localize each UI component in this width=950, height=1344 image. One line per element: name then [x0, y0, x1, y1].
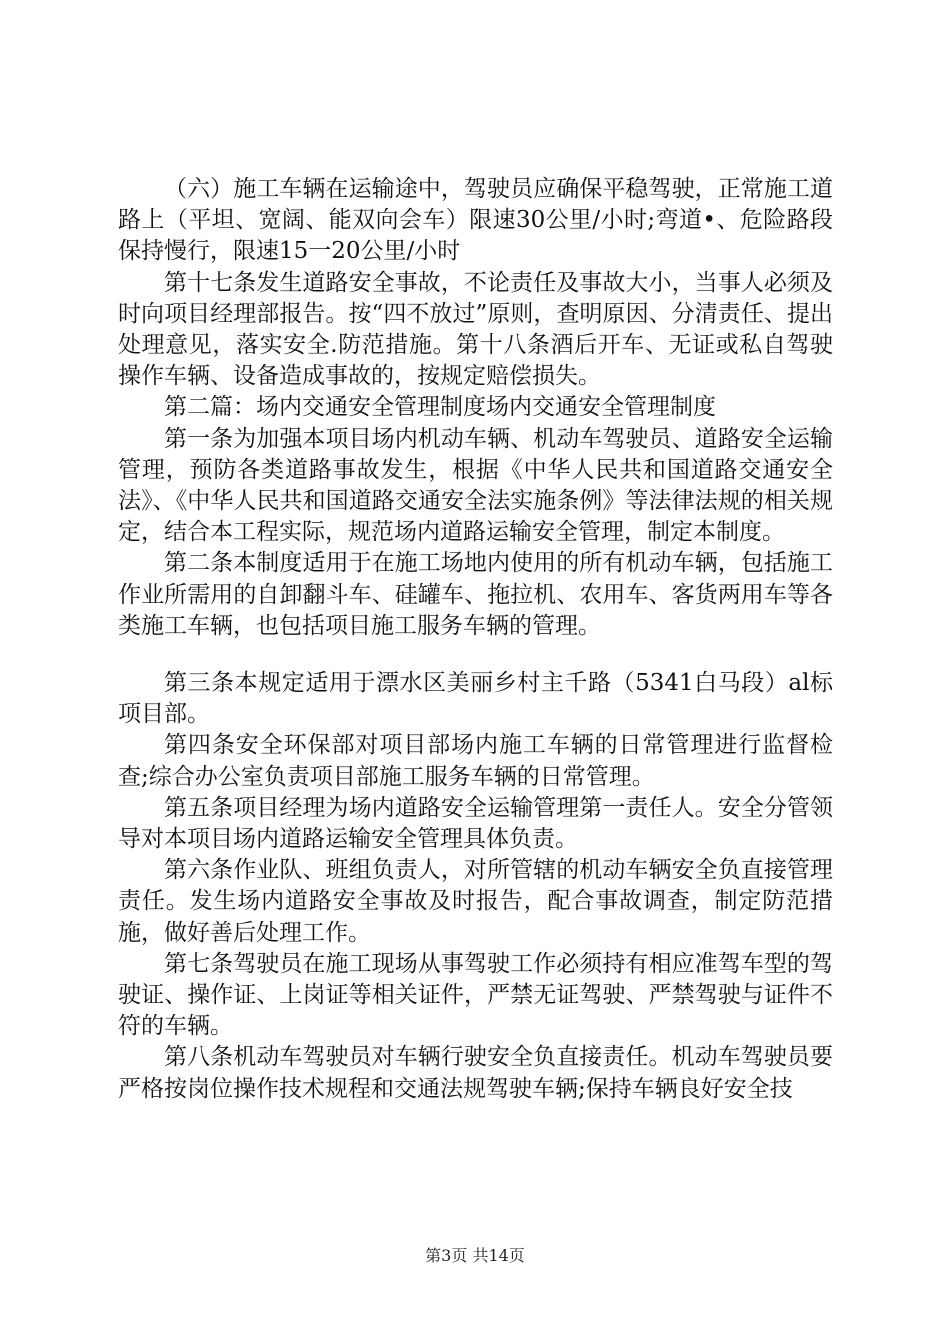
paragraph-article-7: 第七条驾驶员在施工现场从事驾驶工作必须持有相应准驾车型的驾驶证、操作证、上岗证等相关证件，严禁无证驾驶、严禁驾驶与证件不符的车辆。 [118, 950, 833, 1040]
paragraph-vehicle-speed: （六）施工车辆在运输途中，驾驶员应确保平稳驾驶，正常施工道路上（平坦、宽阔、能双向会车）限速30公里/小时;弯道•、危险路段保持慢行，限速15一20公里/小时 [118, 176, 833, 265]
page-footer: 第3页 共14页 [425, 1246, 525, 1265]
paragraph-article-1: 第一条为加强本项目场内机动车辆、机动车驾驶员、道路安全运输管理，预防各类道路事故发生，根据《中华人民共和国道路交通安全法》、《中华人民共和国道路交通安全法实施条例》等法律法规的相关规定，结合本工程实际，规范场内道路运输安全管理，制定本制度。 [118, 425, 833, 546]
document-body [118, 174, 833, 1105]
paragraph-article-8: 第八条机动车驾驶员对车辆行驶安全负直接责任。机动车驾驶员要严格按岗位操作技术规程和交通法规驾驶车辆;保持车辆良好安全技 [118, 1044, 833, 1102]
paragraph-article-5: 第五条项目经理为场内道路安全运输管理第一责任人。安全分管领导对本项目场内道路运输安全管理具体负责。 [118, 794, 833, 853]
paragraph-article-6: 第六条作业队、班组负责人，对所管辖的机动车辆安全负直接管理责任。发生场内道路安全事故及时报告，配合事故调查，制定防范措施，做好善后处理工作。 [118, 857, 833, 946]
paragraph-article-3: 第三条本规定适用于漂水区美丽乡村主千路（5341白马段）al标项目部。 [118, 670, 833, 728]
section-heading-part-2: 第二篇：场内交通安全管理制度场内交通安全管理制度 [164, 394, 716, 421]
paragraph-article-17-18: 第十七条发生道路安全事故，不论责任及事故大小，当事人必须及时向项目经理部报告。按“四不放过”原则，查明原因、分清责任、提出处理意见，落实安全.防范措施。第十八条酒后开车、无证或私自驾驶操作车辆、设备造成事故的，按规定赔偿损失。 [118, 269, 833, 390]
paragraph-article-4: 第四条安全环保部对项目部场内施工车辆的日常管理进行监督检查;综合办公室负责项目部施工服务车辆的日常管理。 [118, 732, 833, 790]
paragraph-article-2: 第二条本制度适用于在施工场地内使用的所有机动车辆，包括施工作业所需用的自卸翻斗车、硅罐车、拖拉机、农用车、客货两用车等各类施工车辆，也包括项目施工服务车辆的管理。 [118, 550, 833, 639]
